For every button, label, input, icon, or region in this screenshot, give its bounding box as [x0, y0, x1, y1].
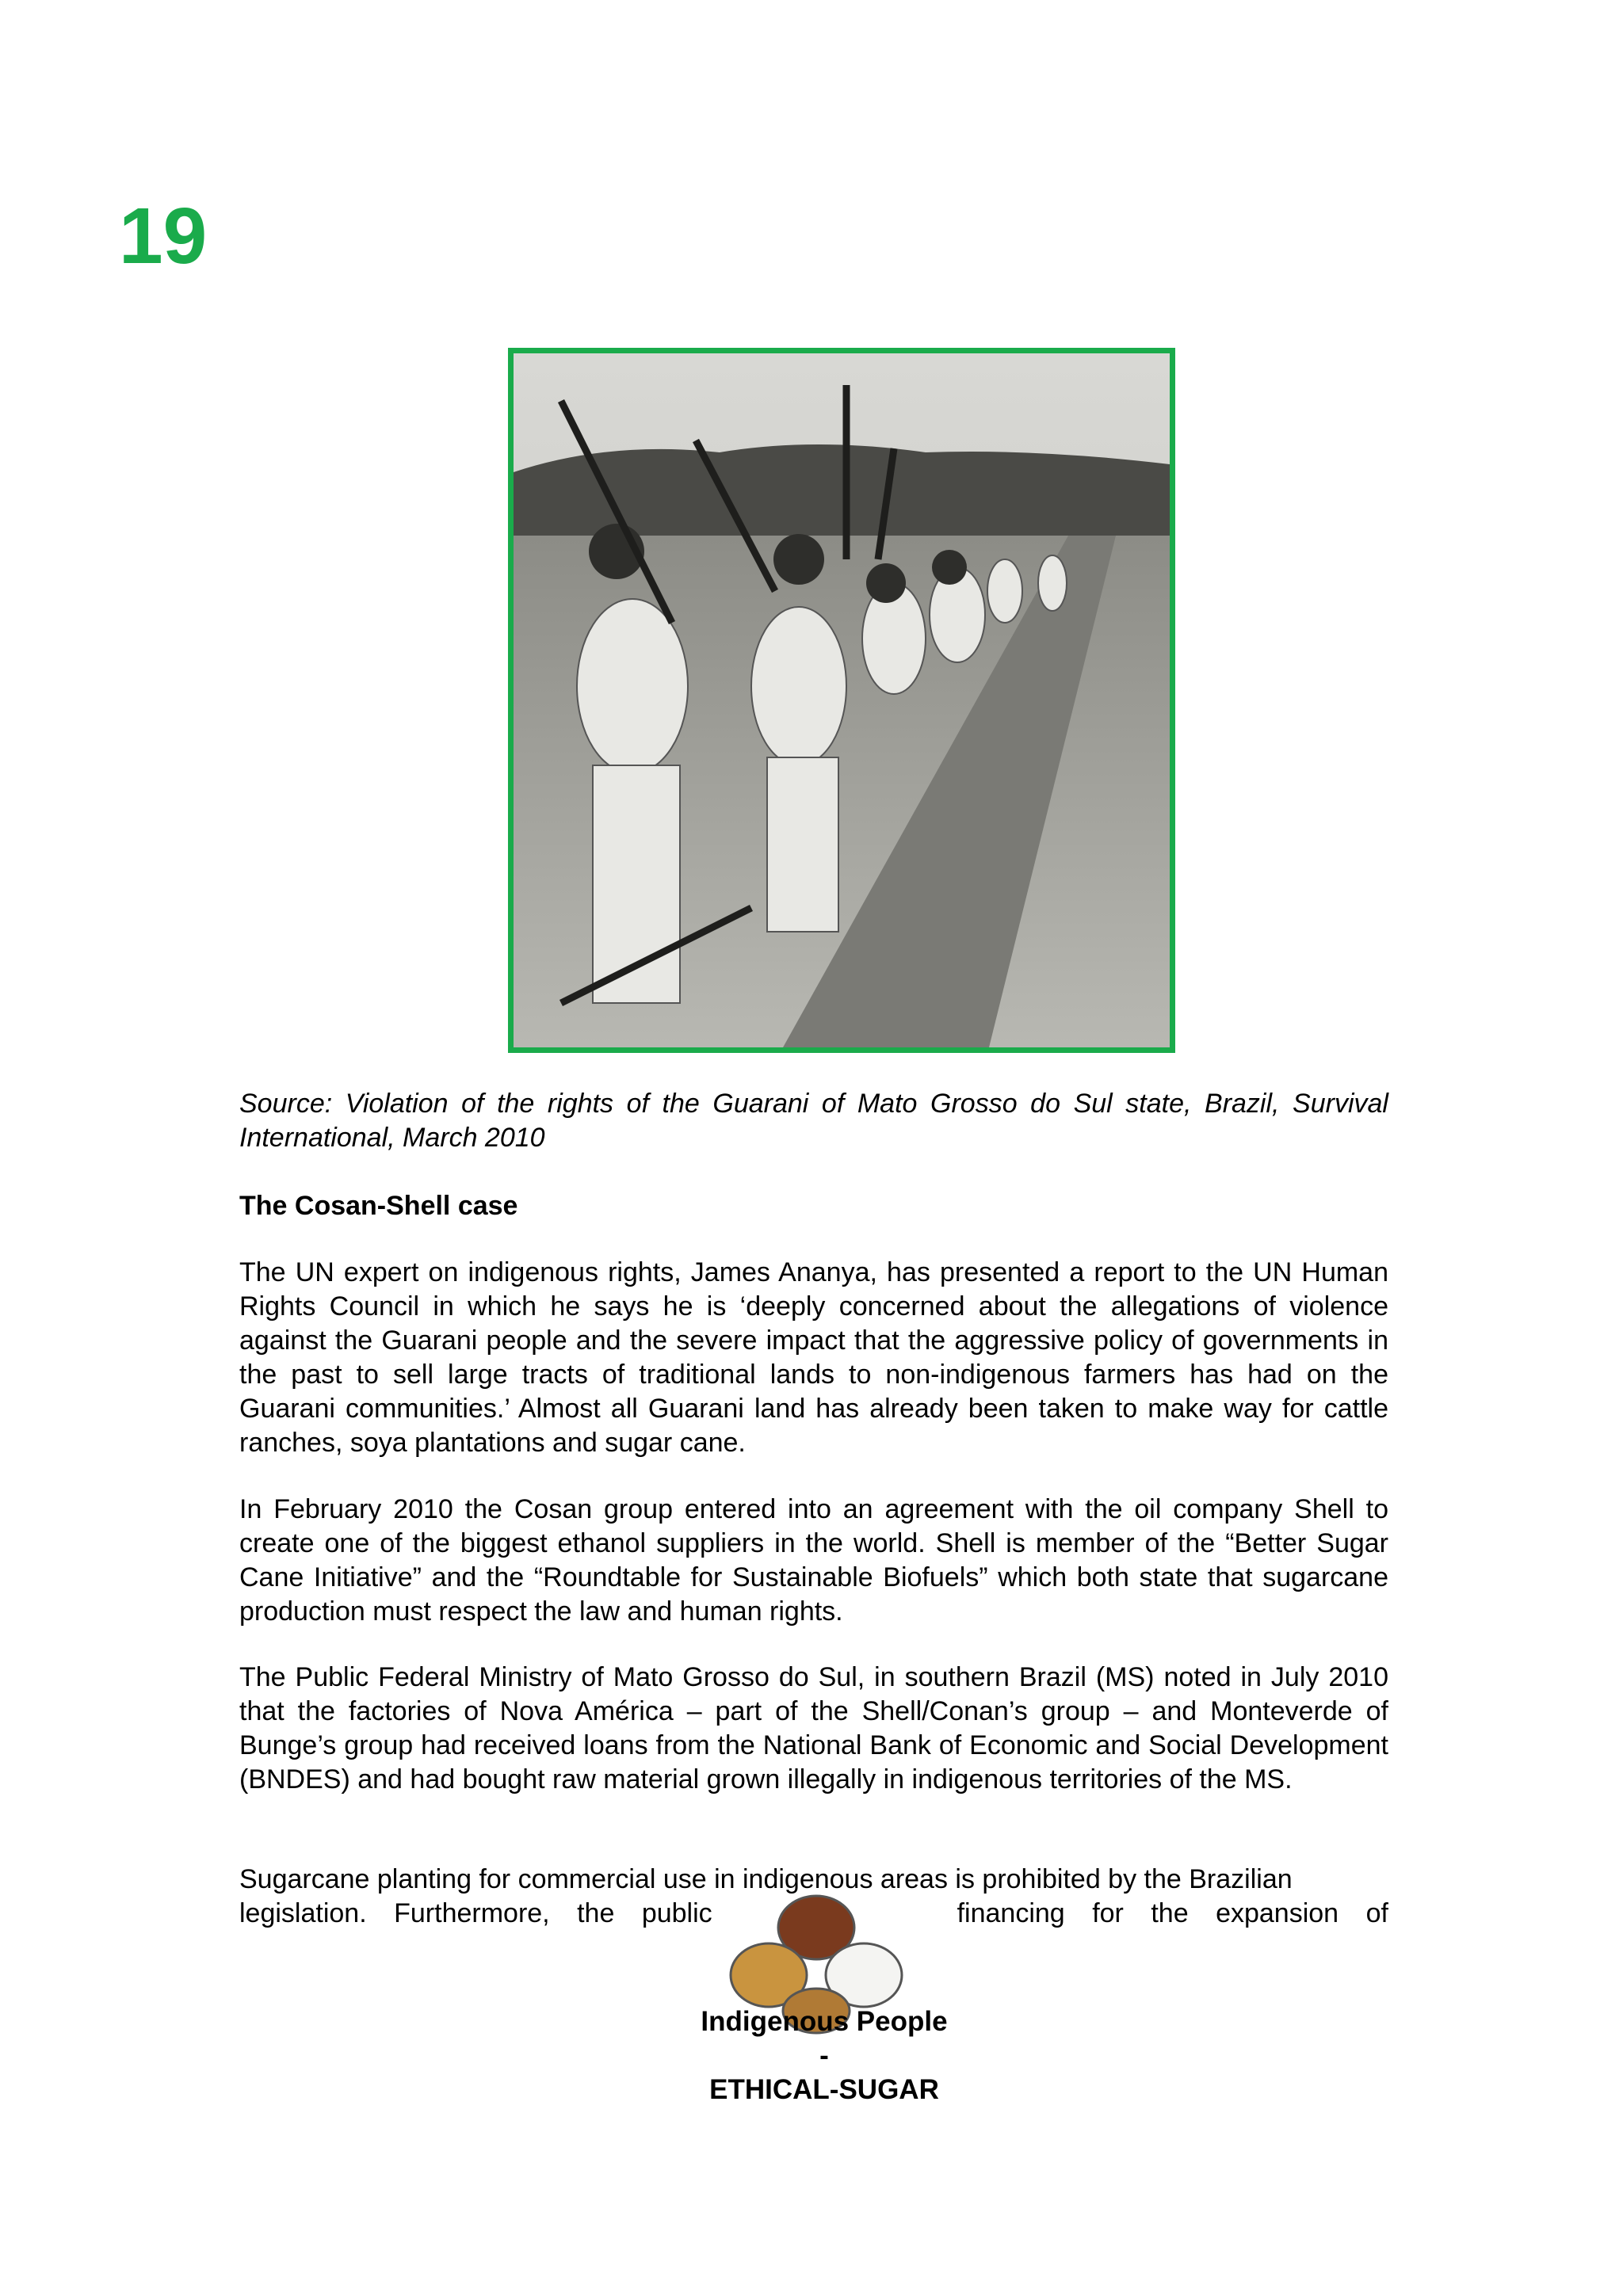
footer-line-2: -	[819, 2040, 829, 2071]
word: expansion	[1216, 1898, 1339, 1928]
photo-icon	[514, 353, 1170, 1047]
photo-caption: Source: Violation of the rights of the Guarani of Mato Grosso do Sul state, Brazil, Survival International, March 2010	[239, 1089, 1388, 1153]
paragraph-2: In February 2010 the Cosan group entered into an agreement with the oil company Shell to create one of the biggest ethanol suppliers in the world. Shell is member of the “Better Sugar Cane Initiative” and the “Roundtable for Sustainable Biofuels” which both state that sugarcane production must respect the law and human rights.	[239, 1494, 1388, 1627]
photo-guarani-walking	[508, 348, 1175, 1053]
word: the	[1151, 1898, 1189, 1928]
paragraph-4-line-1: Sugarcane planting for commercial use in indigenous areas is prohibited by the Brazilian	[239, 1864, 1293, 1894]
paragraph-3: The Public Federal Ministry of Mato Grosso do Sul, in southern Brazil (MS) noted in July 2010 that the factories of Nova América – part of the Shell/Conan’s group – and Monteverde of Bunge’s group had received loans from the National Bank of Economic and Social Development (BNDES) and had bought raw material grown illegally in indigenous territories of the MS.	[239, 1662, 1388, 1794]
word: legislation.	[239, 1898, 367, 1928]
footer-line-1: Indigenous People	[701, 2006, 948, 2037]
word: financing	[957, 1898, 1065, 1928]
page-number: 19	[119, 192, 208, 280]
footer-line-3: ETHICAL-SUGAR	[709, 2074, 939, 2105]
word: Furthermore,	[394, 1898, 550, 1928]
section-heading: The Cosan-Shell case	[239, 1191, 518, 1221]
word: the	[577, 1898, 615, 1928]
word: for	[1092, 1898, 1124, 1928]
word: of	[1365, 1898, 1388, 1928]
paragraph-1: The UN expert on indigenous rights, James Ananya, has presented a report to the UN Human Rights Council in which he says he is ‘deeply concerned about the allegations of violence against the Guarani people and the severe impact that the aggressive policy of governments in the past to sell large tracts of traditional lands to non-indigenous farmers has had on the Guarani communities.’ Almost all Guarani land has already been taken to make way for cattle ranches, soya plantations and sugar cane.	[239, 1257, 1388, 1458]
word: public	[641, 1898, 712, 1928]
